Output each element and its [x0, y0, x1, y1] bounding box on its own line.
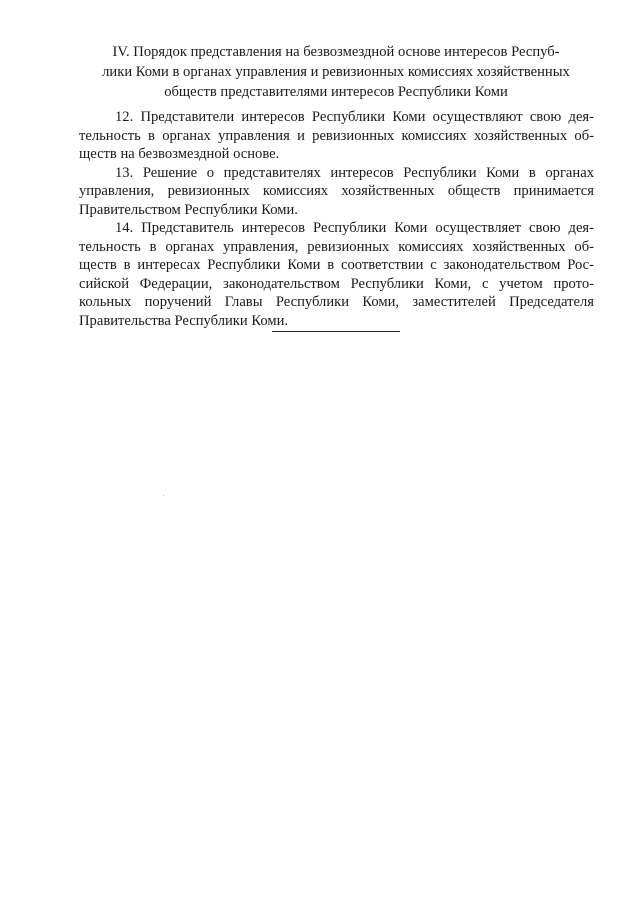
paragraph-line: тельность в органах управления и ревизионных комиссиях хозяйственных об- — [79, 127, 594, 144]
paragraph-line: Правительства Республики Коми. — [79, 312, 289, 329]
paragraph-14 — [79, 219, 594, 330]
scan-speck — [163, 495, 164, 496]
paragraph-line: 12. Представители интересов Республики Коми осуществляют свою дея- — [115, 109, 594, 125]
paragraph-line: управления, ревизионных комиссиях хозяйственных обществ принимается — [79, 183, 594, 199]
section-heading-line: IV. Порядок представления на безвозмездной основе интересов Респуб- — [112, 44, 560, 60]
document-body — [79, 108, 594, 330]
paragraph-line: сийской Федерации, законодательством Республики Коми, с учетом прото- — [79, 275, 594, 292]
paragraph-line: кольных поручений Главы Республики Коми, заместителей Председателя — [79, 294, 594, 310]
closing-divider-line — [272, 331, 400, 332]
paragraph-line: ществ на безвозмездной основе. — [79, 146, 280, 162]
paragraph-line: тельность в органах управления, ревизионных комиссиях хозяйственных об- — [79, 238, 594, 255]
paragraph-line: ществ в интересах Республики Коми в соответствии с законодательством Рос- — [79, 257, 594, 273]
paragraph-12 — [79, 108, 594, 164]
paragraph-13 — [79, 164, 594, 220]
paragraph-line: 13. Решение о представителях интересов Республики Коми в органах — [115, 164, 594, 181]
section-heading — [80, 42, 592, 102]
section-heading-line: лики Коми в органах управления и ревизионных комиссиях хозяйственных — [102, 64, 570, 80]
paragraph-line: 14. Представитель интересов Республики Коми осуществляет свою дея- — [115, 220, 594, 236]
paragraph-line: Правительством Республики Коми. — [79, 201, 298, 218]
section-heading-line: обществ представителями интересов Республики Коми — [164, 84, 508, 100]
